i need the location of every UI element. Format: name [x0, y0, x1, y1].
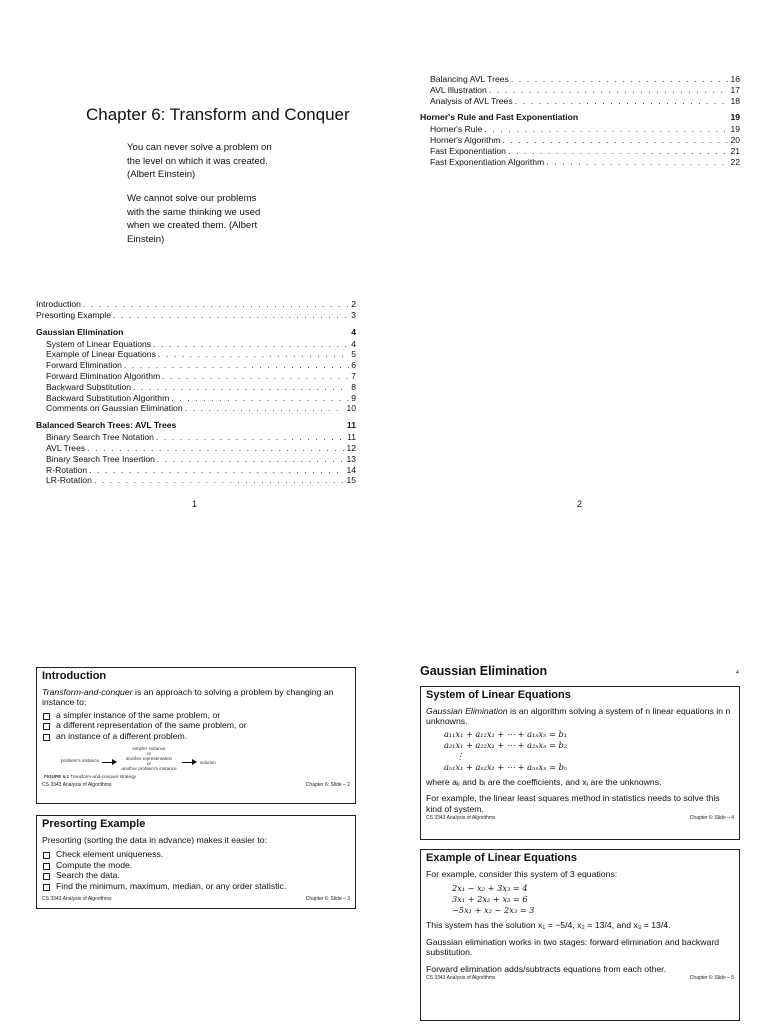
bullet-list: [42, 710, 350, 742]
section-number: 4: [736, 670, 739, 676]
toc-entry[interactable]: Backward Substitution . . . 8: [36, 382, 356, 393]
toc-section-heading[interactable]: Gaussian Elimination 4: [36, 326, 356, 337]
slide-presorting: Presorting Example Presorting (sorting the data in advance) makes it easier to: Check element uniqueness. Compute the mode. Search the data. Find the minimum, maximum, median, or any order statistic. CS 3343 Analysis of Algorithms Chapter 6: Slide – 3: [36, 815, 356, 909]
epigraph-quote-2: We cannot solve our problems with the same thinking we used when we created them. (Albert Einstein): [127, 193, 261, 245]
toc-page-1: [36, 299, 356, 486]
slide-system-of-linear-equations: System of Linear Equations Gaussian Elimination is an algorithm solving a system of n linear equations in n unknowns. a₁₁x₁ + a₁₂x₁ + ⋯ + a₁ₙxₙ = b₁ a₂₁x₁ + a₂₂x₁ + ⋯ + a₂ₙxₙ = b₂ ⋮ aₙ₁x₁ + aₙ₂x₁ + ⋯ + aₙₙxₙ = bₙ where aᵢⱼ and bᵢ are the coefficients, and xⱼ are the unknowns. For example, the linear least squares method in statistics needs to solve this kind of system. CS 3343 Analysis of Algorithms Chapter 6: Slide – 4: [420, 686, 740, 840]
toc-page-2: [420, 74, 740, 168]
list-item: an instance of a different problem.: [42, 731, 350, 742]
toc-entry[interactable]: R-Rotation . . . 14: [36, 465, 356, 476]
figure-label-solution: solution: [200, 759, 216, 765]
toc-entry[interactable]: Backward Substitution Algorithm . . . 9: [36, 393, 356, 404]
toc-entry[interactable]: Horner's Algorithm . . . 20: [420, 135, 740, 146]
toc-entry[interactable]: Balancing AVL Trees . . . 16: [420, 74, 740, 85]
toc-entry[interactable]: Binary Search Tree Insertion . . . 13: [36, 454, 356, 465]
arrow-icon: [182, 762, 196, 764]
figure-label-problem: problem's instance: [60, 757, 100, 763]
page-number: 2: [577, 499, 583, 509]
section-heading: Gaussian Elimination: [420, 664, 548, 678]
slide-footer: CS 3343 Analysis of Algorithms Chapter 6: Slide – 4: [426, 814, 734, 821]
toc-entry[interactable]: Introduction . . . 2: [36, 299, 356, 310]
equation-block: 2x₁ − x₂ + 3x₃ = 4 3x₁ + 2x₂ + x₃ = 6 −5x₁ + x₂ − 2x₃ = 3: [452, 883, 535, 916]
toc-section-heading[interactable]: Balanced Search Trees: AVL Trees 11: [36, 420, 356, 431]
chapter-title: Chapter 6: Transform and Conquer: [86, 105, 350, 124]
toc-entry[interactable]: Example of Linear Equations . . . 5: [36, 349, 356, 360]
term: Transform-and-conquer: [42, 686, 133, 697]
toc-section-heading[interactable]: Horner's Rule and Fast Exponentiation 19: [420, 112, 740, 123]
toc-entry[interactable]: Fast Exponentiation . . . 21: [420, 146, 740, 157]
arrow-icon: [102, 762, 116, 764]
transform-strategy-figure: problem's instance simpler instance or another representation or another problem's instance solution FIGURE 6.1 Transform-and-conquer strategy: [44, 745, 216, 779]
toc-entry[interactable]: Comments on Gaussian Elimination . . . 10: [36, 403, 356, 414]
toc-entry[interactable]: Forward Elimination Algorithm . . . 7: [36, 371, 356, 382]
slide-title: System of Linear Equations: [426, 689, 571, 701]
toc-entry[interactable]: Presorting Example . . . 3: [36, 310, 356, 321]
slide-footer: CS 3343 Analysis of Algorithms Chapter 6: Slide – 5: [426, 974, 734, 981]
list-item: Compute the mode.: [42, 860, 350, 871]
toc-entry[interactable]: Binary Search Tree Notation . . . 11: [36, 432, 356, 443]
toc-entry[interactable]: Horner's Rule . . . 19: [420, 124, 740, 135]
equation-block: a₁₁x₁ + a₁₂x₁ + ⋯ + a₁ₙxₙ = b₁ a₂₁x₁ + a₂₂x₁ + ⋯ + a₂ₙxₙ = b₂ ⋮ aₙ₁x₁ + aₙ₂x₁ + ⋯ + aₙₙxₙ = bₙ: [444, 728, 568, 772]
slide-title: Introduction: [42, 670, 107, 682]
epigraph-quote-1: You can never solve a problem on the level on which it was created. (Albert Einstein): [127, 142, 272, 181]
slide-introduction: Introduction Transform-and-conquer is an approach to solving a problem by changing an instance to: a simpler instance of the same problem, or a different representation of the same problem, or an instance of a different problem. problem's instance simpler instance or another representation or another problem's instance solution FIGURE 6.1 Transform-and-conquer strategy CS 3343 Analysis of Algorithms Chapter 6: Slide – 2: [36, 667, 356, 804]
list-item: Check element uniqueness.: [42, 849, 350, 860]
toc-entry[interactable]: LR-Rotation . . . 15: [36, 475, 356, 486]
list-item: Find the minimum, maximum, median, or any order statistic.: [42, 881, 350, 892]
list-item: a simpler instance of the same problem, or: [42, 710, 350, 721]
slide-example-of-linear-equations: Example of Linear Equations For example, consider this system of 3 equations: 2x₁ − x₂ + 3x₃ = 4 3x₁ + 2x₂ + x₃ = 6 −5x₁ + x₂ − 2x₃ = 3 This system has the solution x₁ = −5/4, x₂ = 13/4, and x₃ = 13/4. Gaussian elimination works in two stages: forward elimination and backward substitution. Forward elimination adds/subtracts equations from each other. CS 3343 Analysis of Algorithms Chapter 6: Slide – 5: [420, 849, 740, 1021]
page-number: 1: [192, 499, 198, 509]
term: Gaussian Elimination: [426, 705, 508, 716]
slide-footer: CS 3343 Analysis of Algorithms Chapter 6: Slide – 2: [42, 781, 350, 788]
toc-entry[interactable]: AVL Trees . . . 12: [36, 443, 356, 454]
toc-entry[interactable]: Analysis of AVL Trees . . . 18: [420, 96, 740, 107]
toc-entry[interactable]: Fast Exponentiation Algorithm . . . 22: [420, 157, 740, 168]
toc-entry[interactable]: AVL Illustration . . . 17: [420, 85, 740, 96]
toc-entry[interactable]: System of Linear Equations . . . 4: [36, 339, 356, 350]
bullet-list: [42, 849, 350, 891]
slide-title: Example of Linear Equations: [426, 852, 577, 864]
toc-entry[interactable]: Forward Elimination . . . 6: [36, 360, 356, 371]
list-item: Search the data.: [42, 870, 350, 881]
slide-title: Presorting Example: [42, 818, 146, 830]
slide-footer: CS 3343 Analysis of Algorithms Chapter 6: Slide – 3: [42, 895, 350, 902]
list-item: a different representation of the same problem, or: [42, 720, 350, 731]
